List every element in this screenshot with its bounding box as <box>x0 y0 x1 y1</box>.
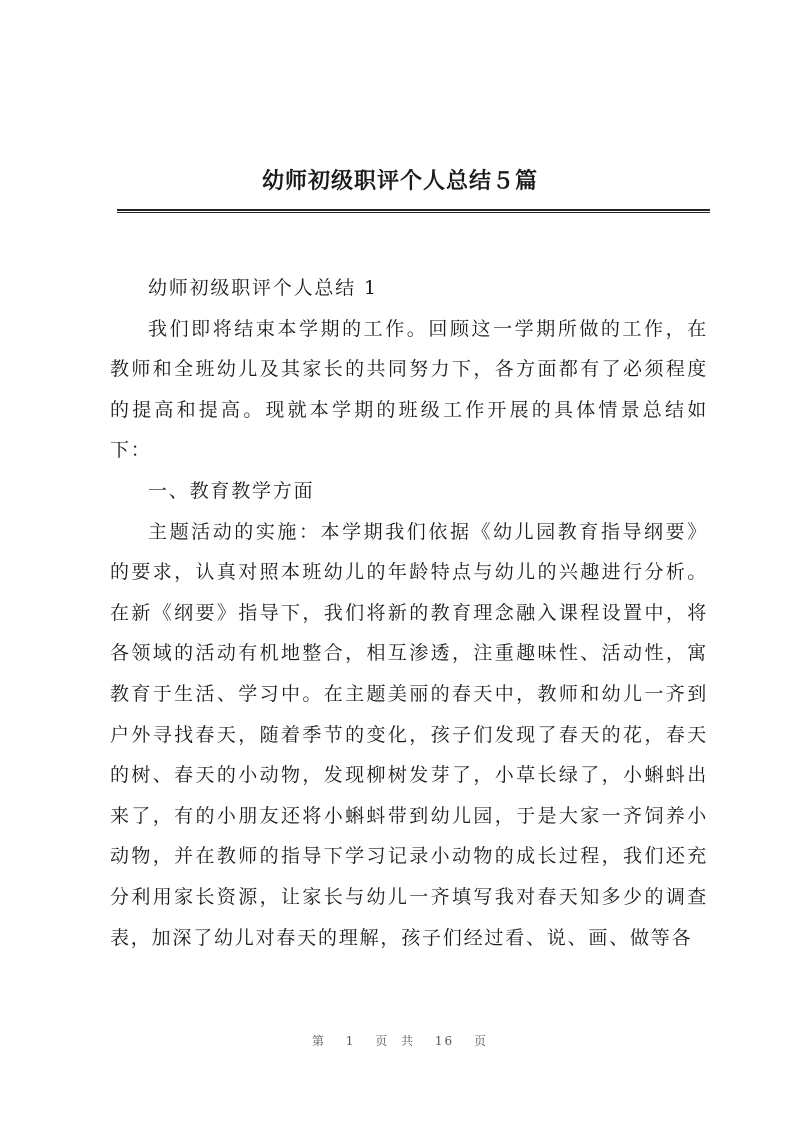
body-paragraph: 主题活动的实施：本学期我们依据《幼儿园教育指导纲要》的要求，认真对照本班幼儿的年龄特点与幼儿的兴趣进行分析。在新《纲要》指导下，我们将新的教育理念融入课程设置中，将各领域的活动有机地整合，相互渗透，注重趣味性、活动性，寓教育于生活、学习中。在主题美丽的春天中，教师和幼儿一齐到户外寻找春天，随着季节的变化，孩子们发现了春天的花，春天的树、春天的小动物，发现柳树发芽了，小草长绿了，小蝌蚪出来了，有的小朋友还将小蝌蚪带到幼儿园，于是大家一齐饲养小动物，并在教师的指导下学习记录小动物的成长过程，我们还充分利用家长资源，让家长与幼儿一齐填写我对春天知多少的调查表，加深了幼儿对春天的理解，孩子们经过看、说、画、做等各 <box>110 520 708 949</box>
document-body <box>110 268 708 958</box>
section-heading: 幼师初级职评个人总结 1 <box>148 277 378 299</box>
body-paragraph: 我们即将结束本学期的工作。回顾这一学期所做的工作，在教师和全班幼儿及其家长的共同努力下，各方面都有了必须程度的提高和提高。现就本学期的班级工作开展的具体情景总结如下： <box>110 317 708 462</box>
footer-pages-label: 页 <box>474 1034 489 1048</box>
section-subheading: 一、教育教学方面 <box>148 479 315 502</box>
footer-page-label: 第 <box>311 1034 326 1048</box>
footer-page-of-label: 页 共 <box>375 1034 416 1048</box>
footer-total-pages: 16 <box>434 1034 455 1048</box>
footer-current-page: 1 <box>345 1034 356 1048</box>
document-title: 幼师初级职评个人总结５篇 <box>261 168 538 194</box>
title-divider <box>117 209 710 213</box>
page-footer <box>0 1032 800 1049</box>
